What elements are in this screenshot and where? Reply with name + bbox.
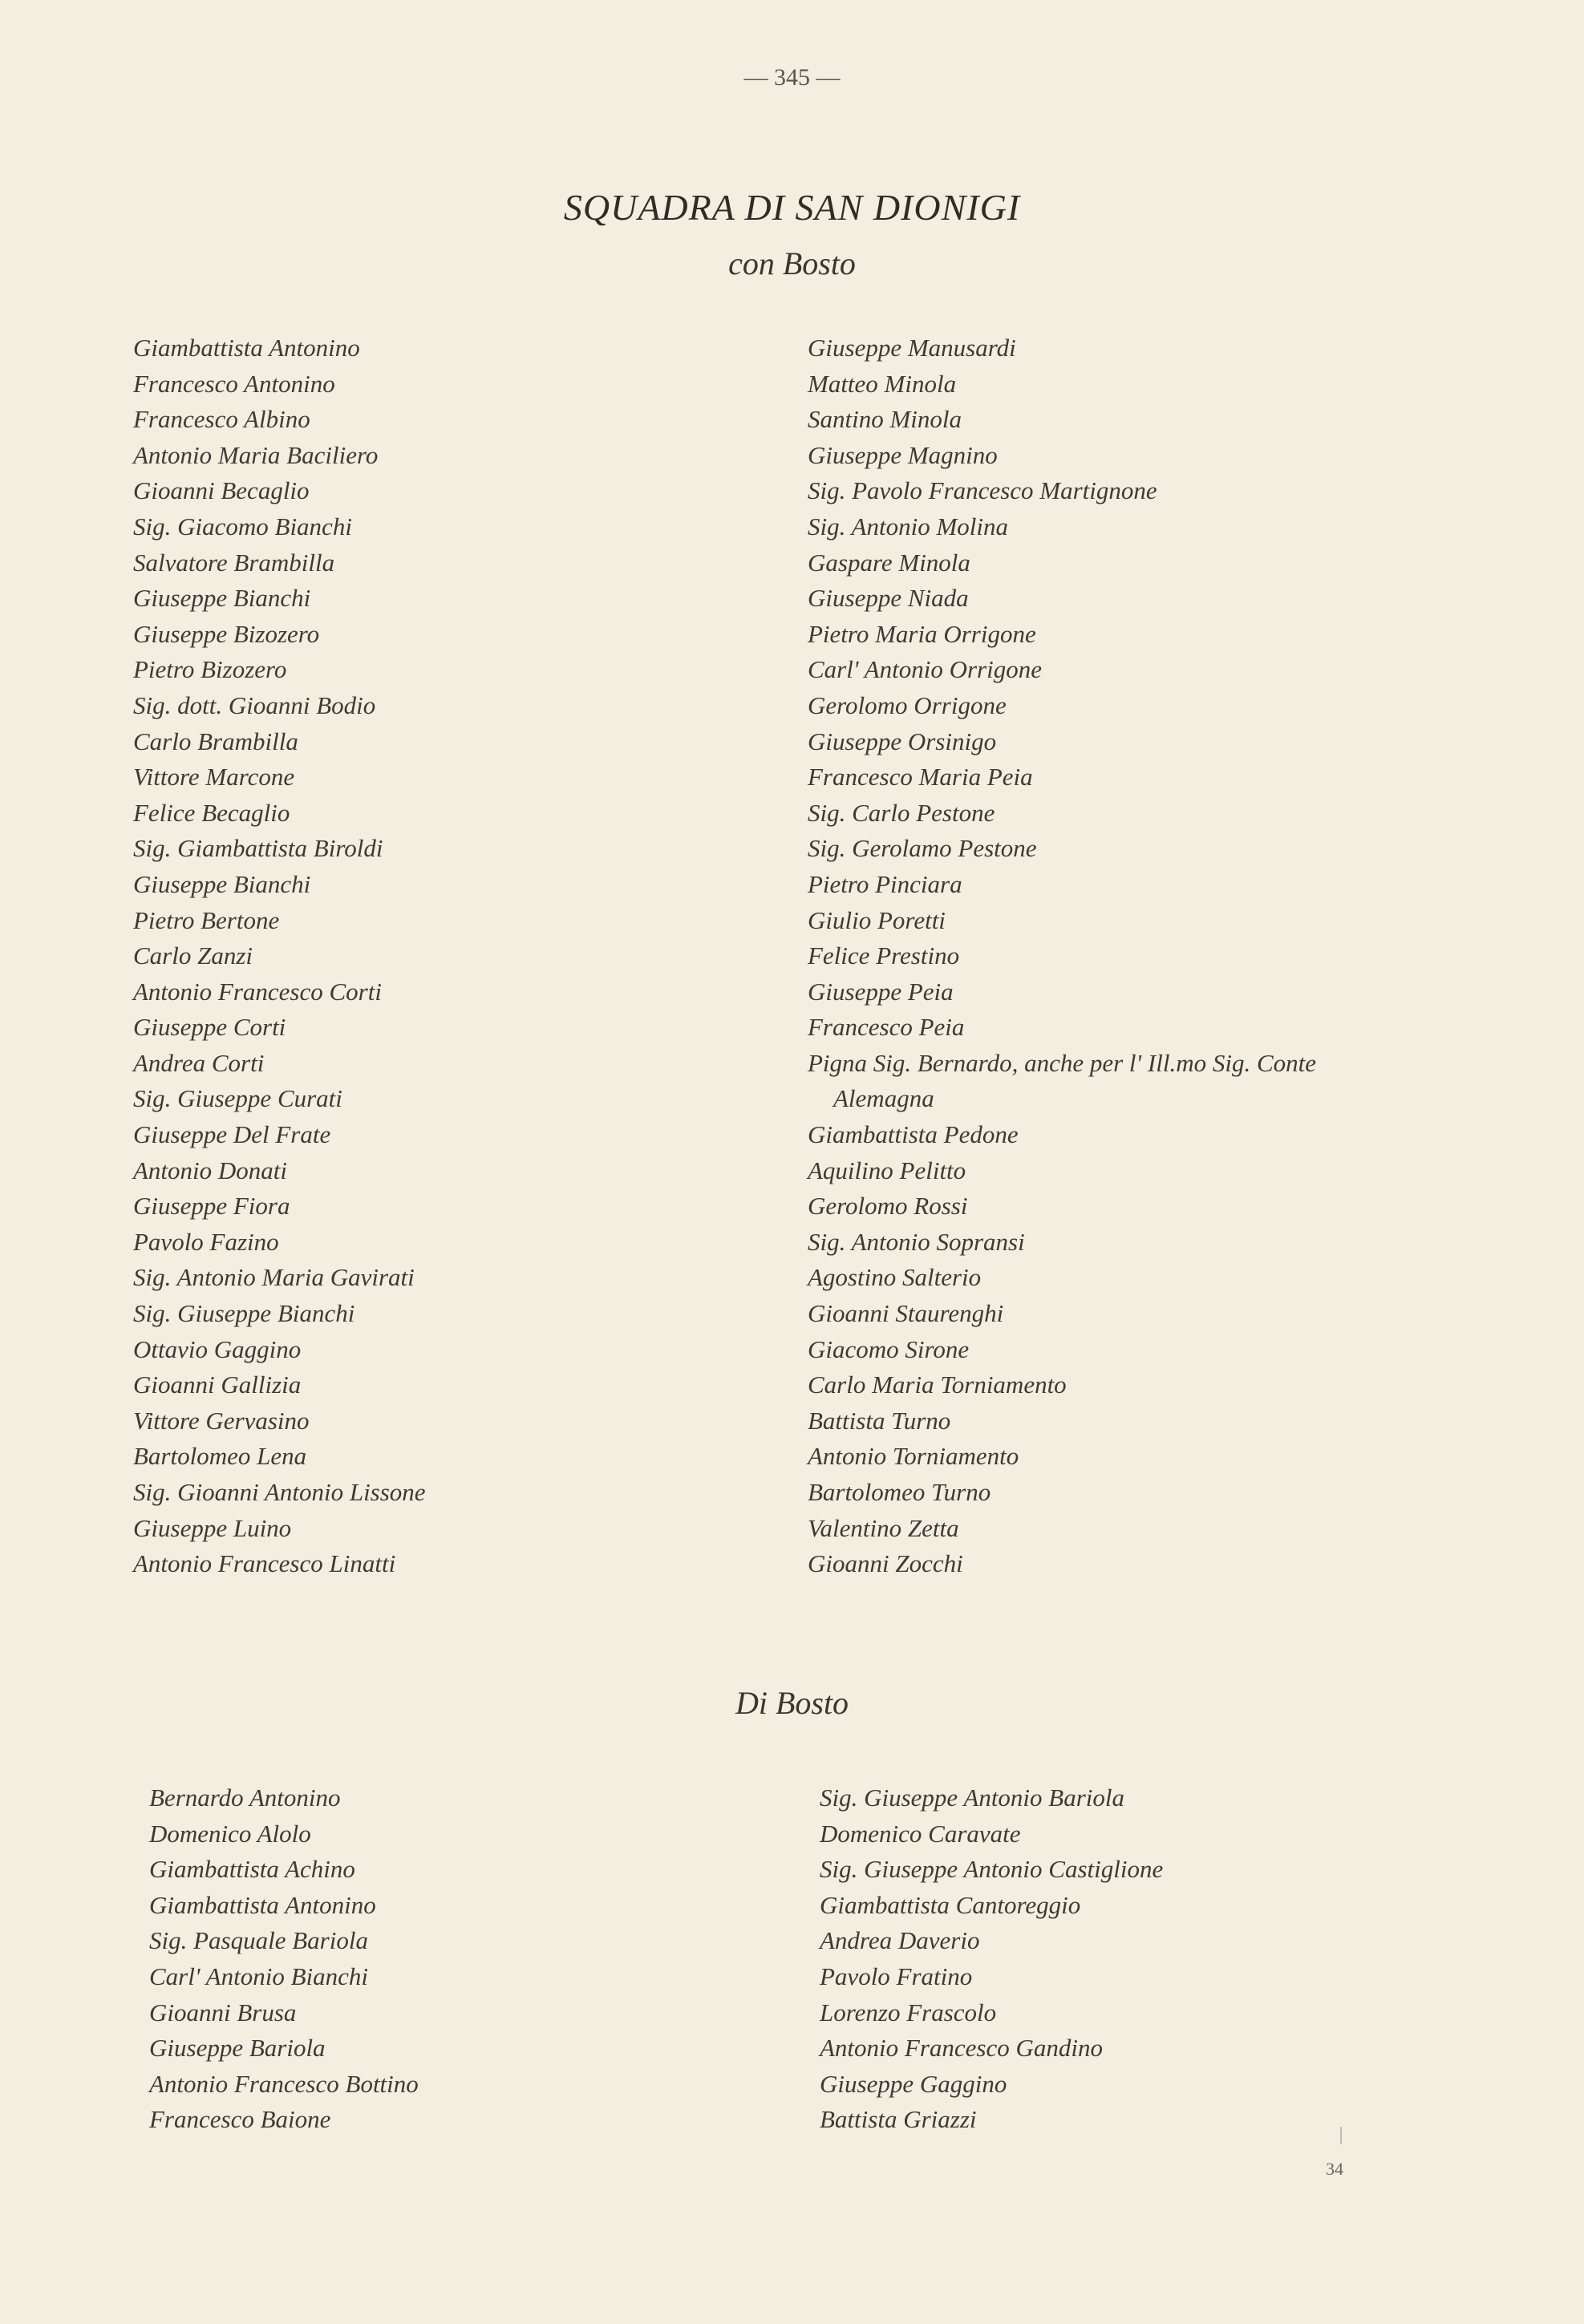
name-entry: Pietro Pinciara bbox=[808, 869, 962, 898]
name-entry: Antonio Torniamento bbox=[808, 1442, 1019, 1471]
name-entry: Agostino Salterio bbox=[808, 1263, 982, 1292]
name-entry: Giuseppe Manusardi bbox=[808, 334, 1016, 362]
name-entry: Giambattista Cantoreggio bbox=[820, 1890, 1081, 1919]
section2-title: Di Bosto bbox=[735, 1685, 849, 1721]
name-entry: Gerolomo Rossi bbox=[808, 1192, 968, 1221]
printer-tick-mark bbox=[1340, 2127, 1342, 2144]
name-entry: Domenico Alolo bbox=[149, 1819, 311, 1848]
name-entry: Pietro Maria Orrigone bbox=[808, 619, 1036, 648]
name-entry: Giuseppe Peia bbox=[808, 977, 954, 1006]
name-entry: Francesco Baione bbox=[149, 2105, 331, 2134]
name-entry: Sig. dott. Gioanni Bodio bbox=[133, 690, 376, 719]
name-entry: Giambattista Pedone bbox=[808, 1120, 1019, 1149]
section2-left-list bbox=[149, 1780, 419, 2138]
name-entry: Giambattista Antonino bbox=[133, 334, 360, 362]
name-entry: Sig. Gioanni Antonio Lissone bbox=[133, 1478, 426, 1506]
name-entry: Francesco Peia bbox=[808, 1013, 965, 1042]
name-entry: Carl' Antonio Orrigone bbox=[808, 655, 1042, 684]
section1-left-list bbox=[133, 330, 426, 1582]
name-entry: Giuseppe Orsinigo bbox=[808, 727, 997, 755]
name-entry: Antonio Francesco Linatti bbox=[133, 1549, 396, 1578]
name-entry: Carlo Maria Torniamento bbox=[808, 1371, 1067, 1399]
name-entry: Pigna Sig. Bernardo, anche per l' Ill.mo Sig. Conte bbox=[808, 1048, 1317, 1077]
name-entry: Gioanni Becaglio bbox=[133, 476, 310, 505]
name-entry: Giuseppe Bianchi bbox=[133, 584, 311, 613]
page-subtitle: con Bosto bbox=[728, 245, 856, 281]
name-entry: Giulio Poretti bbox=[808, 905, 946, 934]
name-entry: Salvatore Brambilla bbox=[133, 548, 335, 577]
name-entry: Battista Turno bbox=[808, 1406, 951, 1435]
page-title: SQUADRA DI SAN DIONIGI bbox=[563, 187, 1021, 228]
name-entry: Gioanni Brusa bbox=[149, 1998, 297, 2026]
name-entry: Bernardo Antonino bbox=[149, 1783, 341, 1812]
name-entry: Lorenzo Frascolo bbox=[820, 1998, 997, 2026]
name-entry: Antonio Francesco Bottino bbox=[149, 2069, 419, 2098]
name-entry: Giuseppe Bizozero bbox=[133, 619, 320, 648]
name-entry: Francesco Maria Peia bbox=[808, 763, 1033, 792]
name-entry: Gerolomo Orrigone bbox=[808, 690, 1007, 719]
name-entry: Sig. Antonio Sopransi bbox=[808, 1227, 1025, 1256]
name-entry: Antonio Francesco Corti bbox=[133, 977, 382, 1006]
name-entry: Gioanni Gallizia bbox=[133, 1371, 302, 1399]
name-entry: Carlo Brambilla bbox=[133, 727, 298, 755]
name-entry: Francesco Albino bbox=[133, 405, 310, 434]
name-entry: Giuseppe Magnino bbox=[808, 440, 998, 469]
name-entry: Antonio Donati bbox=[133, 1156, 288, 1184]
name-entry: Ottavio Gaggino bbox=[133, 1334, 302, 1363]
name-entry: Andrea Daverio bbox=[820, 1926, 980, 1955]
name-entry: Sig. Antonio Molina bbox=[808, 512, 1009, 541]
name-entry: Sig. Antonio Maria Gavirati bbox=[133, 1263, 415, 1292]
name-entry: Gaspare Minola bbox=[808, 548, 970, 577]
name-entry: Giuseppe Bariola bbox=[149, 2034, 326, 2063]
name-entry: Alemagna bbox=[833, 1084, 934, 1113]
name-entry: Carlo Zanzi bbox=[133, 941, 253, 970]
name-entry: Antonio Maria Baciliero bbox=[133, 440, 379, 469]
name-entry: Carl' Antonio Bianchi bbox=[149, 1962, 369, 1990]
name-entry: Antonio Francesco Gandino bbox=[820, 2034, 1104, 2063]
name-entry: Giuseppe Bianchi bbox=[133, 869, 311, 898]
name-entry: Sig. Gerolamo Pestone bbox=[808, 834, 1037, 863]
name-entry: Gioanni Staurenghi bbox=[808, 1299, 1004, 1328]
name-entry: Francesco Antonino bbox=[133, 369, 335, 398]
name-entry: Pavolo Fratino bbox=[820, 1962, 973, 1990]
name-entry: Giuseppe Niada bbox=[808, 584, 969, 613]
name-entry: Gioanni Zocchi bbox=[808, 1549, 963, 1578]
name-entry: Sig. Giambattista Biroldi bbox=[133, 834, 383, 863]
name-entry: Felice Becaglio bbox=[133, 798, 290, 827]
name-entry: Pavolo Fazino bbox=[133, 1227, 279, 1256]
name-entry: Battista Griazzi bbox=[820, 2105, 977, 2134]
name-entry: Giuseppe Del Frate bbox=[133, 1120, 331, 1149]
name-entry: Sig. Giuseppe Bianchi bbox=[133, 1299, 355, 1328]
name-entry: Giuseppe Fiora bbox=[133, 1192, 290, 1221]
name-entry: Santino Minola bbox=[808, 405, 962, 434]
name-entry: Sig. Giuseppe Antonio Castiglione bbox=[820, 1855, 1164, 1884]
name-entry: Vittore Gervasino bbox=[133, 1406, 310, 1435]
name-entry: Domenico Caravate bbox=[820, 1819, 1021, 1848]
name-entry: Giacomo Sirone bbox=[808, 1334, 970, 1363]
name-entry: Giuseppe Corti bbox=[133, 1013, 286, 1042]
section1-right-list bbox=[808, 330, 1316, 1582]
name-entry: Giuseppe Gaggino bbox=[820, 2069, 1007, 2098]
name-entry: Sig. Giuseppe Curati bbox=[133, 1084, 342, 1113]
name-entry: Giambattista Antonino bbox=[149, 1890, 376, 1919]
name-entry: Pietro Bertone bbox=[133, 905, 280, 934]
name-entry: Sig. Pasquale Bariola bbox=[149, 1926, 368, 1955]
name-entry: Sig. Giuseppe Antonio Bariola bbox=[820, 1783, 1125, 1812]
section2-right-list bbox=[820, 1780, 1163, 2138]
name-entry: Matteo Minola bbox=[808, 369, 957, 398]
name-entry: Sig. Pavolo Francesco Martignone bbox=[808, 476, 1157, 505]
name-entry: Aquilino Pelitto bbox=[808, 1156, 966, 1184]
name-entry: Valentino Zetta bbox=[808, 1513, 959, 1542]
name-entry: Sig. Giacomo Bianchi bbox=[133, 512, 352, 541]
name-entry: Andrea Corti bbox=[133, 1048, 265, 1077]
name-entry: Vittore Marcone bbox=[133, 763, 295, 792]
name-entry: Giambattista Achino bbox=[149, 1855, 355, 1884]
signature-mark: 34 bbox=[1326, 2159, 1343, 2179]
name-entry: Felice Prestino bbox=[808, 941, 960, 970]
name-entry: Bartolomeo Lena bbox=[133, 1442, 307, 1471]
page-number: — 345 — bbox=[743, 64, 841, 91]
name-entry: Giuseppe Luino bbox=[133, 1513, 292, 1542]
name-entry: Pietro Bizozero bbox=[133, 655, 287, 684]
name-entry: Sig. Carlo Pestone bbox=[808, 798, 995, 827]
name-entry: Bartolomeo Turno bbox=[808, 1478, 991, 1506]
